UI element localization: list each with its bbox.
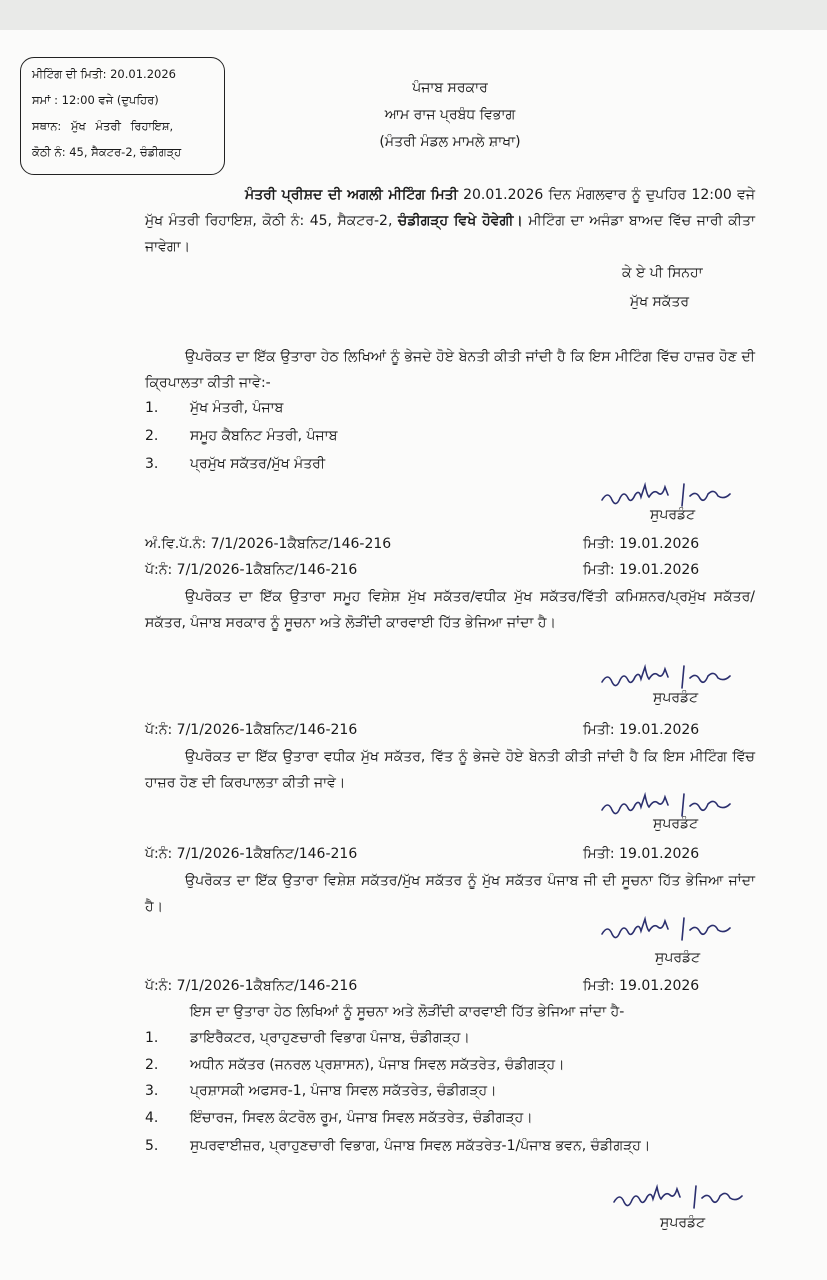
chief-secretary-name: ਕੇ ਏ ਪੀ ਸਿਨਹਾ <box>622 265 703 281</box>
s5-item3-text: ਪ੍ਰਸ਼ਾਸਕੀ ਅਫਸਰ-1, ਪੰਜਾਬ ਸਿਵਲ ਸਕੱਤਰੇਤ, ਚੰਡੀਗੜ੍ਹ। <box>190 1083 497 1099</box>
ref-date-2: ਮਿਤੀ: 19.01.2026 <box>583 562 700 578</box>
s1-item1-text: ਮੁੱਖ ਮੰਤਰੀ, ਪੰਜਾਬ <box>190 400 284 416</box>
s5-item4-num: 4. <box>145 1110 159 1126</box>
chief-secretary-title: ਮੁੱਖ ਸਕੱਤਰ <box>630 294 690 310</box>
ref-line-2: ਪੱ:ਨੰ: 7/1/2026-1ਕੈਬਨਿਟ/146-216 <box>145 562 358 578</box>
s5-item3-num: 3. <box>145 1083 159 1099</box>
s5-item5-text: ਸੁਪਰਵਾਈਜ਼ਰ, ਪ੍ਰਾਹੁਣਚਾਰੀ ਵਿਭਾਗ, ਪੰਜਾਬ ਸਿਵਲ ਸਕੱਤਰੇਤ-1/ਪੰਜਾਬ ਭਵਨ, ਚੰਡੀਗੜ੍ਹ। <box>190 1138 651 1154</box>
s1-item3-text: ਪ੍ਰਮੁੱਖ ਸਕੱਤਰ/ਮੁੱਖ ਮੰਤਰੀ <box>190 456 326 472</box>
s5-item1-num: 1. <box>145 1030 159 1046</box>
s1-item3-num: 3. <box>145 456 159 472</box>
section5-intro: ਇਸ ਦਾ ਉਤਾਰਾ ਹੇਠ ਲਿਖਿਆਂ ਨੂੰ ਸੂਚਨਾ ਅਤੇ ਲੋੜੀਂਦੀ ਕਾਰਵਾਈ ਹਿੱਤ ਭੇਜਿਆ ਜਾਂਦਾ ਹੈ- <box>190 1004 625 1020</box>
s1-item2-num: 2. <box>145 428 159 444</box>
meeting-date: ਮੀਟਿੰਗ ਦੀ ਮਿਤੀ: 20.01.2026 <box>32 67 176 81</box>
superintendent-title-1: ਸੁਪਰਡੰਟ <box>650 507 696 523</box>
ref-date-4: ਮਿਤੀ: 19.01.2026 <box>583 846 700 862</box>
section4-text: ਉਪਰੋਕਤ ਦਾ ਇੱਕ ਉਤਾਰਾ ਵਿਸ਼ੇਸ਼ ਸਕੱਤਰ/ਮੁੱਖ ਸਕੱਤਰ ਨੂੰ ਮੁੱਖ ਸਕੱਤਰ ਪੰਜਾਬ ਜੀ ਦੀ ਸੂਚਨਾ ਹਿੱਤ ਭੇਜਿਆ ਜਾਂਦਾ ਹੈ। <box>145 873 755 915</box>
s5-item1-text: ਡਾਇਰੈਕਟਰ, ਪ੍ਰਾਹੁਣਚਾਰੀ ਵਿਭਾਗ ਪੰਜਾਬ, ਚੰਡੀਗੜ੍ਹ। <box>190 1030 470 1046</box>
superintendent-title-2: ਸੁਪਰਡੰਟ <box>653 690 699 706</box>
ref-line-5: ਪੱ:ਨੰ: 7/1/2026-1ਕੈਬਨਿਟ/146-216 <box>145 978 358 994</box>
notice-bold-part: ਮੰਤਰੀ ਪ੍ਰੀਸ਼ਦ ਦੀ ਅਗਲੀ ਮੀਟਿੰਗ ਮਿਤੀ <box>245 187 458 203</box>
section3-text: ਉਪਰੋਕਤ ਦਾ ਇੱਕ ਉਤਾਰਾ ਵਧੀਕ ਮੁੱਖ ਸਕੱਤਰ, ਵਿੱਤ ਨੂੰ ਭੇਜਦੇ ਹੋਏ ਬੇਨਤੀ ਕੀਤੀ ਜਾਂਦੀ ਹੈ ਕਿ ਇਸ ਮੀਟਿੰਗ ਵਿੱਚ ਹਾਜ਼ਰ ਹੋਣ ਦੀ ਕਿਰਪਾਲਤਾ ਕੀਤੀ ਜਾਵੇ। <box>145 749 755 791</box>
s1-item1-num: 1. <box>145 400 159 416</box>
meeting-info-box <box>20 57 225 175</box>
s5-item5-num: 5. <box>145 1138 159 1154</box>
notice-tail: ਮੀਟਿੰਗ ਦਾ ਅਜੰਡਾ ਬਾਅਦ ਵਿੱਚ ਜਾਰੀ ਕੀਤਾ ਜਾਵੇਗਾ। <box>145 213 755 255</box>
superintendent-title-3: ਸੁਪਰਡੰਟ <box>653 816 699 832</box>
ref-date-3: ਮਿਤੀ: 19.01.2026 <box>583 722 700 738</box>
s5-item2-text: ਅਧੀਨ ਸਕੱਤਰ (ਜਨਰਲ ਪ੍ਰਸ਼ਾਸਨ), ਪੰਜਾਬ ਸਿਵਲ ਸਕੱਤਰੇਤ, ਚੰਡੀਗੜ੍ਹ। <box>190 1057 565 1073</box>
s1-item2-text: ਸਮੂਹ ਕੈਬਨਿਟ ਮੰਤਰੀ, ਪੰਜਾਬ <box>190 428 338 444</box>
meeting-place-line2: ਕੋਠੀ ਨੰ: 45, ਸੈਕਟਰ-2, ਚੰਡੀਗੜ੍ਹ <box>32 145 182 159</box>
s5-item2-num: 2. <box>145 1057 159 1073</box>
meeting-place-line1: ਸਥਾਨ: ਮੁੱਖ ਮੰਤਰੀ ਰਿਹਾਇਸ਼, <box>32 119 174 133</box>
notice-bold-end: ਚੰਡੀਗੜ੍ਹ ਵਿਖੇ ਹੋਵੇਗੀ। <box>397 213 523 229</box>
top-band <box>0 0 827 30</box>
header-govt: ਪੰਜਾਬ ਸਰਕਾਰ <box>412 80 488 96</box>
section1-intro: ਉਪਰੋਕਤ ਦਾ ਇੱਕ ਉਤਾਰਾ ਹੇਠ ਲਿਖਿਆਂ ਨੂੰ ਭੇਜਦੇ ਹੋਏ ਬੇਨਤੀ ਕੀਤੀ ਜਾਂਦੀ ਹੈ ਕਿ ਇਸ ਮੀਟਿੰਗ ਵਿੱਚ ਹਾਜ਼ਰ ਹੋਣ ਦੀ ਕ੍ਰਿਪਾਲਤਾ ਕੀਤੀ ਜਾਵੇ:- <box>145 349 755 391</box>
section2-text: ਉਪਰੋਕਤ ਦਾ ਇੱਕ ਉਤਾਰਾ ਸਮੂਹ ਵਿਸ਼ੇਸ਼ ਮੁੱਖ ਸਕੱਤਰ/ਵਧੀਕ ਮੁੱਖ ਸਕੱਤਰ/ਵਿੱਤੀ ਕਮਿਸ਼ਨਰ/ਪ੍ਰਮੁੱਖ ਸਕੱਤਰ/ਸਕੱਤਰ, ਪੰਜਾਬ ਸਰਕਾਰ ਨੂੰ ਸੂਚਨਾ ਅਤੇ ਲੋੜੀਂਦੀ ਕਾਰਵਾਈ ਹਿੱਤ ਭੇਜਿਆ ਜਾਂਦਾ ਹੈ। <box>145 589 755 631</box>
header-branch: (ਮੰਤਰੀ ਮੰਡਲ ਮਾਮਲੇ ਸ਼ਾਖਾ) <box>379 134 521 150</box>
ref-date-1: ਮਿਤੀ: 19.01.2026 <box>583 536 700 552</box>
ref-date-5: ਮਿਤੀ: 19.01.2026 <box>583 978 700 994</box>
header-department: ਆਮ ਰਾਜ ਪ੍ਰਬੰਧ ਵਿਭਾਗ <box>384 107 516 123</box>
ref-line-1: ਅੰ.ਵਿ.ਪੱ.ਨੰ: 7/1/2026-1ਕੈਬਨਿਟ/146-216 <box>145 536 392 552</box>
ref-line-3: ਪੱ:ਨੰ: 7/1/2026-1ਕੈਬਨਿਟ/146-216 <box>145 722 358 738</box>
signature-5 <box>610 1180 780 1218</box>
s5-item4-text: ਇੰਚਾਰਜ, ਸਿਵਲ ਕੰਟਰੋਲ ਰੂਮ, ਪੰਜਾਬ ਸਿਵਲ ਸਕੱਤਰੇਤ, ਚੰਡੀਗੜ੍ਹ। <box>190 1110 533 1126</box>
superintendent-title-5: ਸੁਪਰਡੰਟ <box>660 1215 706 1231</box>
notice-middle: 20.01.2026 ਦਿਨ ਮੰਗਲਵਾਰ ਨੂੰ ਦੁਪਹਿਰ 12:00 ਵਜੇ ਮੁੱਖ ਮੰਤਰੀ ਰਿਹਾਇਸ਼, ਕੋਠੀ ਨੰ: 45, ਸੈਕਟਰ-2, <box>145 187 755 229</box>
superintendent-title-4: ਸੁਪਰਡੰਟ <box>655 950 701 966</box>
meeting-time: ਸਮਾਂ : 12:00 ਵਜੇ (ਦੁਪਹਿਰ) <box>32 93 159 107</box>
ref-line-4: ਪੱ:ਨੰ: 7/1/2026-1ਕੈਬਨਿਟ/146-216 <box>145 846 358 862</box>
signature-4 <box>598 912 768 950</box>
meeting-notice <box>145 182 755 260</box>
